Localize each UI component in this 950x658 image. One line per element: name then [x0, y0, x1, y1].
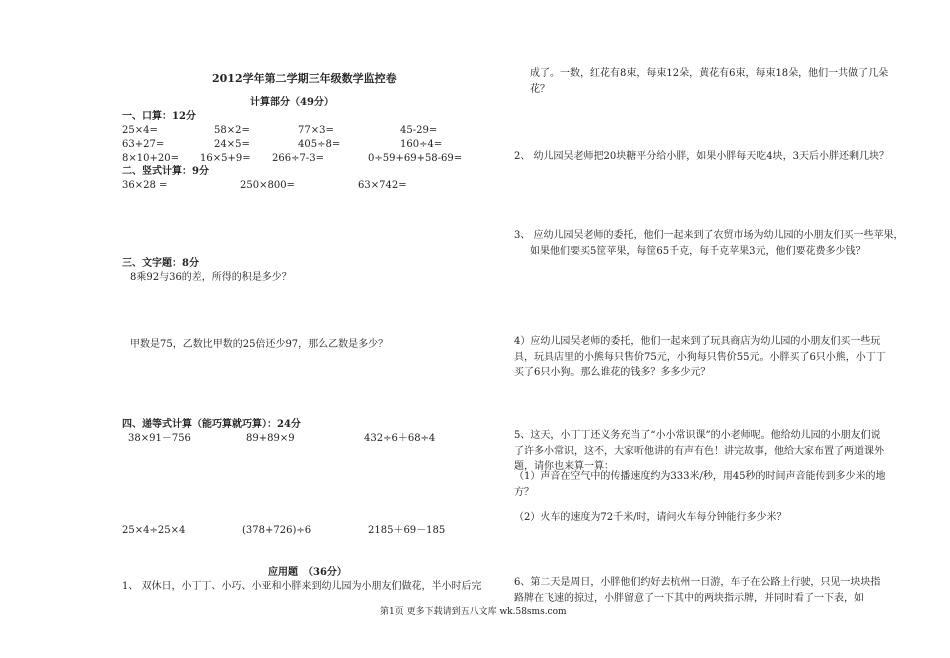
- step-calc-item: 25×4÷25×4: [122, 525, 186, 536]
- oral-calc-item: 63+27=: [122, 139, 165, 150]
- oral-calc-item: 0÷59+69+58-69=: [368, 153, 463, 164]
- step-calc-item: (378+726)÷6: [242, 525, 312, 536]
- oral-calc-item: 16×5+9=: [200, 153, 251, 164]
- step-calc-item: 432÷6＋68÷4: [364, 433, 436, 444]
- oral-calc-item: 24×5=: [214, 139, 250, 150]
- application-heading: 应用题 （36分）: [268, 567, 347, 578]
- word-problem-1: 8乘92与36的差，所得的积是多少？: [130, 272, 292, 283]
- vertical-calc-item: 63×742=: [358, 180, 407, 191]
- oral-calc-item: 8×10+20=: [122, 153, 179, 164]
- application-problem-5: 5、这天，小丁丁还义务充当了“小小常识课”的小老师呢。他给幼儿园的小朋友们说了许多小常识，这不，大家听他讲的有声有色！讲完故事，他给大家布置了两道课外题，请你也来算一算：: [514, 430, 884, 472]
- vertical-calc-item: 36×28 =: [122, 180, 168, 191]
- step-calc-item: 38×91－756: [128, 433, 191, 444]
- vertical-calc-item: 250×800=: [240, 180, 295, 191]
- oral-calc-item: 160÷4=: [400, 139, 443, 150]
- oral-calc-item: 77×3=: [298, 125, 334, 136]
- section-4-heading: 四、递等式计算（能巧算就巧算）：24分: [122, 419, 301, 430]
- oral-calc-item: 58×2=: [214, 125, 250, 136]
- oral-calc-item: 405÷8=: [298, 139, 341, 150]
- step-calc-item: 2185＋69－185: [368, 525, 446, 536]
- application-problem-3: 3、 应幼儿园吴老师的委托，他们一起来到了农贸市场为幼儿园的小朋友们买一些苹果，如果他们要买5筐苹果，每筐65千克，每千克苹果3元，他们要花费多少钱？: [514, 230, 904, 257]
- oral-calc-item: 25×4=: [122, 125, 158, 136]
- application-problem-1-cont: 成了。一数，红花有8束，每束12朵，黄花有6束，每束18朵，他们一共做了几朵花？: [530, 68, 889, 95]
- application-problem-1-start: 1、 双休日，小丁丁、小巧、小亚和小胖来到幼儿园为小朋友们做花，半小时后完: [122, 581, 482, 592]
- page-title: 2012学年第二学期三年级数学监控卷: [212, 72, 397, 85]
- word-problem-2: 甲数是75，乙数比甲数的25倍还少97，那么乙数是多少？: [130, 339, 389, 350]
- application-problem-6: 6、第二天是周日，小胖他们约好去杭州一日游，车子在公路上行驶，只见一块块指路牌在飞速的掠过，小胖留意了一下其中的两块指示牌，并同时看了一下表，如: [514, 577, 881, 604]
- application-problem-2: 2、 幼儿园吴老师把20块糖平分给小胖，如果小胖每天吃4块，3天后小胖还剩几块？: [514, 151, 889, 162]
- application-problem-4: 4）应幼儿园吴老师的委托，他们一起来到了玩具商店为幼儿园的小朋友们买一些玩具，玩具店里的小熊每只售价75元，小狗每只售价55元。小胖买了6只小熊，小丁丁买了6只小狗。那么谁花的钱多？多多少元？: [514, 336, 886, 378]
- section-2-heading: 二、竖式计算：9分: [122, 166, 209, 177]
- section-3-heading: 三、文字题：8分: [122, 258, 199, 269]
- oral-calc-item: 266÷7-3=: [272, 153, 324, 164]
- step-calc-item: 89+89×9: [246, 433, 295, 444]
- calc-section-heading: 计算部分（49分）: [250, 97, 334, 108]
- page-footer: 第1页 更多下载请到五八文库 wk.58sms.com: [380, 607, 567, 617]
- application-problem-5b: （2）火车的速度为72千米/时，请问火车每分钟能行多少米？: [514, 512, 787, 523]
- oral-calc-item: 45-29=: [400, 125, 438, 136]
- section-1-heading: 一、口算：12分: [122, 111, 196, 122]
- application-problem-5a: （1）声音在空气中的传播速度约为333米/秒，用45秒的时间声音能传到多少米的地方？: [514, 471, 886, 498]
